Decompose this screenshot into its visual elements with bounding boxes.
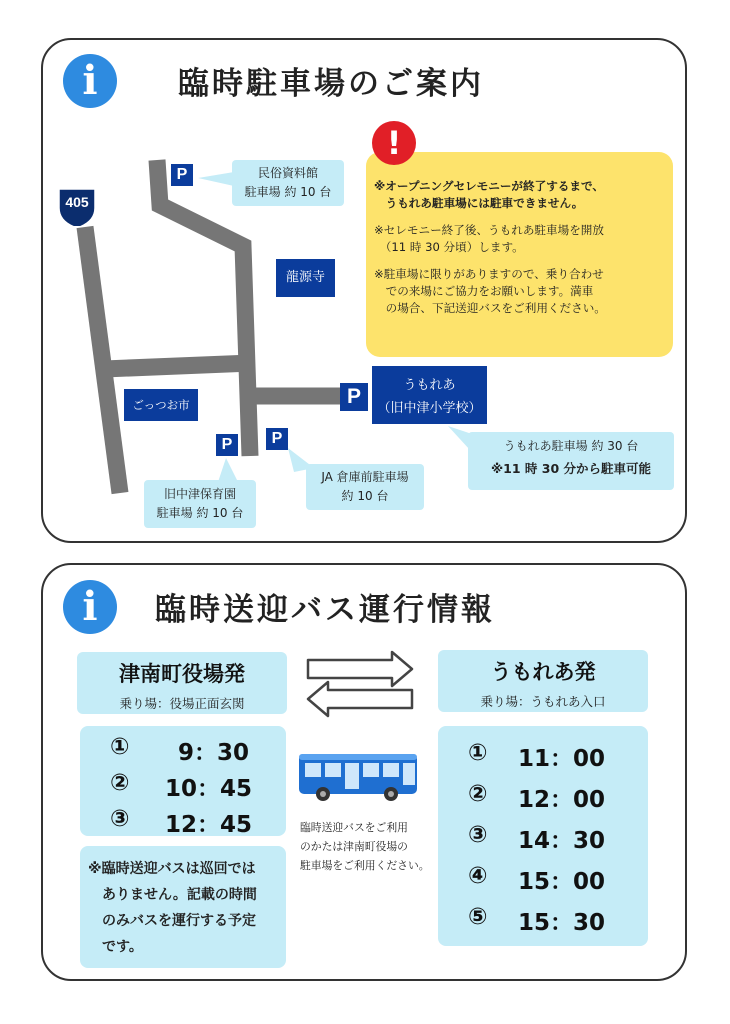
hoikuen-line1: 旧中津保育園: [163, 487, 236, 501]
bus-note-line2: のかたは津南町役場の: [300, 840, 408, 853]
notice-p3-line2: での来場にご協力をお願いします。満車: [374, 284, 594, 298]
time-index: ③: [110, 806, 130, 832]
bus-parking-note: [300, 818, 450, 875]
info-icon: i: [63, 54, 117, 108]
hoikuen-bubble-pointer: [214, 458, 244, 484]
bus-note-line1: 臨時送迎バスをご利用: [300, 821, 408, 834]
umorea-bubble-pointer: [448, 426, 478, 452]
warning-icon: !: [372, 121, 416, 165]
notice-p3-line1: ※駐車場に限りがありますので、乗り合わせ: [374, 267, 604, 281]
umorea-label-line1: うもれあ: [403, 378, 456, 393]
exchange-arrows-icon: [300, 650, 420, 720]
hoikuen-line2: 駐車場 約 10 台: [156, 506, 244, 520]
time-value: 10：45: [165, 776, 253, 802]
notice-p2-line2: （11 時 30 分頃）します。: [374, 240, 524, 254]
road-cross: [104, 363, 252, 369]
time-value: 11：00: [518, 746, 606, 772]
tsunan-departure-header: [77, 652, 287, 714]
notice-p1-line1: ※オープニングセレモニーが終了するまで、: [374, 179, 604, 193]
ryugenji-label: 龍源寺: [276, 259, 335, 297]
tsunan-boarding: 乗り場：役場正面玄関: [119, 696, 245, 711]
road-route-405: [85, 227, 120, 493]
time-value: 15：30: [518, 910, 606, 936]
bus-route-note: [80, 846, 286, 968]
umorea-label-line2: （旧中津小学校）: [377, 401, 482, 416]
time-index: ①: [468, 740, 488, 766]
umorea-departure-name: うもれあ発: [490, 660, 596, 684]
note-line3: のみバスを運行する予定: [102, 913, 256, 929]
parking-sign-umorea: P: [340, 383, 368, 411]
route-405-number: 405: [65, 194, 89, 210]
ja-line2: 約 10 台: [341, 489, 389, 503]
notice-p1-line2: うもれあ駐車場には駐車できません。: [374, 196, 584, 210]
notice-p3-line3: の場合、下記送迎バスをご利用ください。: [374, 301, 606, 315]
ja-line1: JA 倉庫前駐車場: [321, 470, 409, 484]
umorea-timetable: [438, 726, 648, 946]
time-value: 14：30: [518, 828, 606, 854]
note-line2: ありません。記載の時間: [102, 887, 257, 903]
minzoku-line1: 民俗資料館: [257, 166, 318, 180]
umorea-parking-bubble: [468, 432, 674, 490]
notice-p2-line1: ※セレモニー終了後、うもれあ駐車場を開放: [374, 223, 604, 237]
time-index: ②: [110, 770, 130, 796]
umorea-departure-header: [438, 650, 648, 712]
bus-note-line3: 駐車場をご利用ください。: [300, 859, 430, 872]
umorea-parking-line1: うもれあ駐車場 約 30 台: [503, 439, 639, 453]
time-index: ①: [110, 734, 130, 760]
info-icon: i: [63, 580, 117, 634]
bus-icon: [297, 750, 421, 804]
parking-section-title: 臨時駐車場のご案内: [178, 66, 484, 102]
umorea-parking-line2: ※11 時 30 分から駐車可能: [491, 461, 651, 476]
minzoku-parking-bubble: [232, 160, 344, 206]
time-index: ⑤: [468, 904, 488, 930]
time-value: 9：30: [178, 740, 250, 766]
tsunan-timetable: [80, 726, 286, 836]
time-index: ④: [468, 863, 488, 889]
tsunan-departure-name: 津南町役場発: [119, 662, 245, 686]
ja-bubble-pointer: [286, 448, 316, 474]
note-line4: です。: [102, 939, 143, 955]
minzoku-bubble-pointer: [198, 170, 238, 190]
time-index: ③: [468, 822, 488, 848]
bus-section-title: 臨時送迎バス運行情報: [155, 592, 495, 628]
umorea-boarding: 乗り場：うもれあ入口: [480, 694, 606, 709]
minzoku-line2: 駐車場 約 10 台: [244, 185, 332, 199]
parking-sign-ja: P: [266, 428, 288, 450]
parking-sign-minzoku: P: [171, 164, 193, 186]
gottsu-label: ごっつお市: [124, 389, 198, 421]
time-value: 12：45: [165, 812, 253, 838]
note-line1: ※臨時送迎バスは巡回では: [88, 861, 256, 877]
parking-sign-hoikuen: P: [216, 434, 238, 456]
hoikuen-parking-bubble: [144, 480, 256, 528]
time-value: 12：00: [518, 787, 606, 813]
ceremony-notice: [366, 152, 673, 357]
time-index: ②: [468, 781, 488, 807]
time-value: 15：00: [518, 869, 606, 895]
ja-parking-bubble: [306, 464, 424, 510]
umorea-label: [372, 366, 487, 424]
